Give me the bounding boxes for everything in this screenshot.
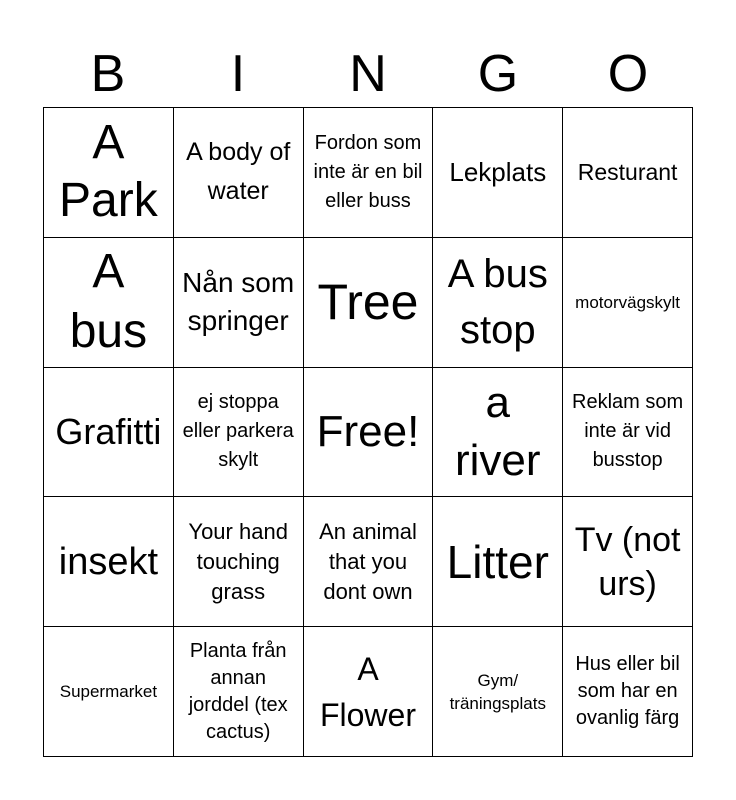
cell-text: Tree bbox=[317, 274, 419, 331]
cell-text: a river bbox=[455, 377, 541, 485]
cell-text: An animal that you dont own bbox=[319, 518, 417, 604]
cell-text: insekt bbox=[58, 540, 159, 583]
cell-text: Free! bbox=[316, 406, 420, 456]
bingo-cell[interactable] bbox=[563, 497, 693, 627]
cell-text: Reklam som inte är vid busstop bbox=[572, 391, 684, 472]
header-letter-n: N bbox=[349, 45, 387, 103]
cell-text: A Park bbox=[59, 116, 158, 228]
bingo-cell[interactable] bbox=[433, 108, 563, 238]
cell-text: Litter bbox=[446, 535, 549, 588]
header-letter-g: G bbox=[477, 45, 519, 103]
bingo-cell[interactable] bbox=[44, 368, 174, 498]
cell-text: Hus eller bil som har en ovanlig färg bbox=[575, 653, 680, 730]
header-letter-o: O bbox=[607, 45, 649, 103]
cell-text: Supermarket bbox=[59, 682, 158, 702]
cell-text: Lekplats bbox=[449, 157, 547, 188]
bingo-cell[interactable] bbox=[44, 497, 174, 627]
bingo-cell[interactable] bbox=[44, 627, 174, 757]
cell-text: motorvägskylt bbox=[575, 292, 681, 312]
cell-text: Fordon som inte är en bil eller buss bbox=[313, 131, 423, 212]
bingo-cell[interactable] bbox=[433, 627, 563, 757]
cell-text: A bus bbox=[69, 245, 148, 359]
bingo-cell[interactable] bbox=[433, 238, 563, 368]
bingo-cell[interactable] bbox=[174, 497, 304, 627]
bingo-cell[interactable] bbox=[304, 368, 434, 498]
bingo-cell[interactable] bbox=[563, 627, 693, 757]
cell-text: Tv (not urs) bbox=[574, 520, 681, 603]
bingo-cell[interactable] bbox=[433, 497, 563, 627]
cell-text: A body of water bbox=[186, 138, 291, 206]
cell-text: Grafitti bbox=[55, 410, 162, 452]
bingo-header bbox=[43, 40, 693, 108]
bingo-grid bbox=[43, 107, 693, 757]
cell-text: Gym/ träningsplats bbox=[449, 670, 546, 713]
bingo-cell[interactable] bbox=[304, 627, 434, 757]
bingo-cell[interactable] bbox=[174, 368, 304, 498]
cell-text: Nån som springer bbox=[182, 267, 295, 337]
bingo-cell[interactable] bbox=[44, 238, 174, 368]
header-letter-i: I bbox=[230, 45, 246, 103]
bingo-cell[interactable] bbox=[174, 238, 304, 368]
bingo-cell[interactable] bbox=[174, 108, 304, 238]
bingo-cell[interactable] bbox=[563, 368, 693, 498]
cell-text: A Flower bbox=[319, 650, 416, 733]
bingo-cell[interactable] bbox=[433, 368, 563, 498]
bingo-cell[interactable] bbox=[304, 238, 434, 368]
cell-text: A bus stop bbox=[447, 252, 548, 353]
bingo-cell[interactable] bbox=[304, 108, 434, 238]
bingo-cell[interactable] bbox=[174, 627, 304, 757]
bingo-cell[interactable] bbox=[563, 238, 693, 368]
bingo-cell[interactable] bbox=[563, 108, 693, 238]
cell-text: Planta från annan jorddel (tex cactus) bbox=[188, 639, 288, 743]
bingo-cell[interactable] bbox=[304, 497, 434, 627]
cell-text: Resturant bbox=[577, 158, 678, 185]
header-letter-b: B bbox=[90, 45, 126, 103]
bingo-cell[interactable] bbox=[44, 108, 174, 238]
cell-text: ej stoppa eller parkera skylt bbox=[182, 391, 294, 472]
cell-text: Your hand touching grass bbox=[188, 518, 288, 604]
